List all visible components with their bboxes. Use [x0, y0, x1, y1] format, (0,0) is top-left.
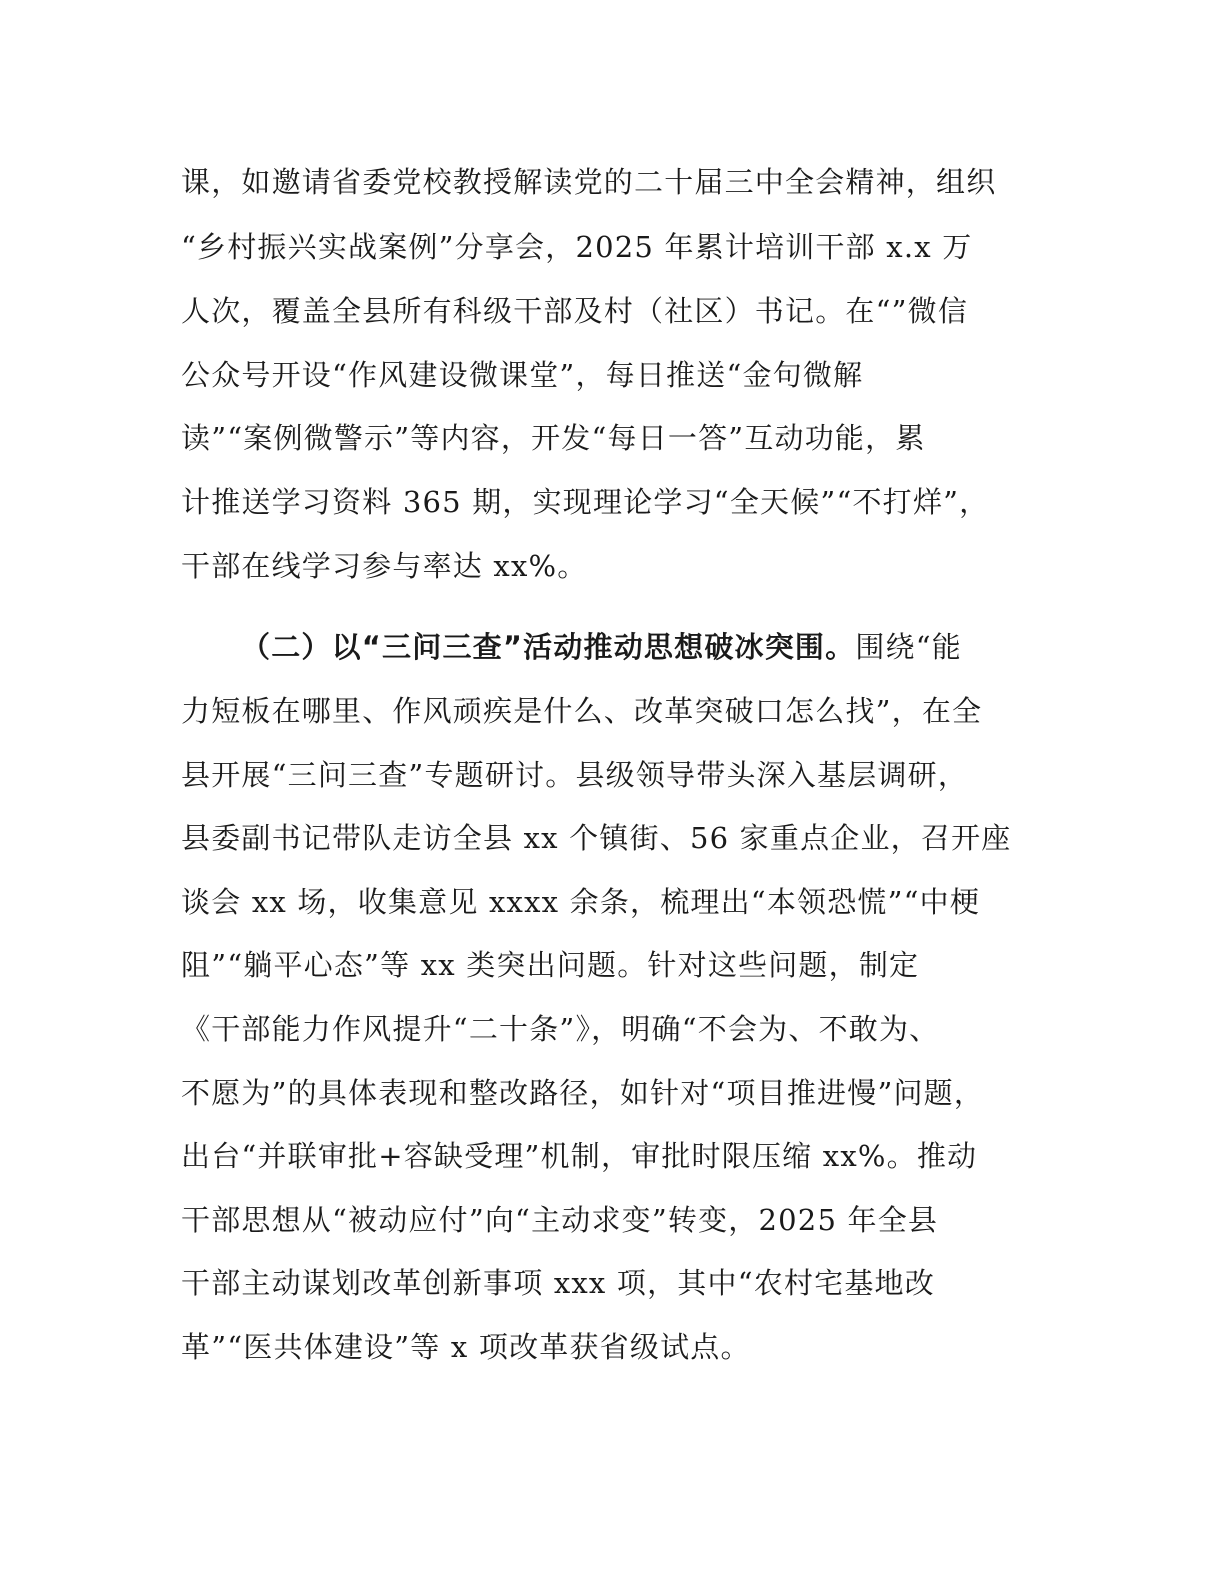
- paragraph-line: 读”“案例微警示”等内容，开发“每日一答”互动功能，累: [181, 421, 926, 455]
- paragraph-line-rest: 围绕“能: [855, 630, 962, 664]
- paragraph-line: 不愿为”的具体表现和整改路径，如针对“项目推进慢”问题，: [181, 1076, 985, 1110]
- paragraph-line: 革”“医共体建设”等 x 项改革获省级试点。: [181, 1330, 751, 1364]
- paragraph-line: 干部思想从“被动应付”向“主动求变”转变，2025 年全县: [181, 1203, 939, 1237]
- paragraph-line: 县委副书记带队走访全县 xx 个镇街、56 家重点企业，召开座: [181, 821, 1012, 855]
- paragraph-line: 谈会 xx 场，收集意见 xxxx 余条，梳理出“本领恐慌”“中梗: [181, 885, 981, 919]
- section-heading: （二）以“三问三查”活动推动思想破冰突围。: [241, 630, 856, 664]
- paragraph-line: 出台“并联审批+容缺受理”机制，审批时限压缩 xx%。推动: [181, 1139, 978, 1173]
- paragraph-line: 《干部能力作风提升“二十条”》，明确“不会为、不敢为、: [181, 1012, 940, 1046]
- paragraph-line: 力短板在哪里、作风顽疾是什么、改革突破口怎么找”，在全: [181, 694, 983, 728]
- paragraph-first-line: [241, 627, 962, 667]
- paragraph-line: 公众号开设“作风建设微课堂”，每日推送“金句微解: [181, 358, 864, 392]
- paragraph-line: 课，如邀请省委党校教授解读党的二十届三中全会精神，组织: [181, 165, 997, 199]
- paragraph-line: 计推送学习资料 365 期，实现理论学习“全天候”“不打烊”，: [181, 485, 990, 519]
- paragraph-line: 干部主动谋划改革创新事项 xxx 项，其中“农村宅基地改: [181, 1266, 935, 1300]
- paragraph-line: 人次，覆盖全县所有科级干部及村（社区）书记。在“”微信: [181, 294, 969, 328]
- paragraph-line: “乡村振兴实战案例”分享会，2025 年累计培训干部 x.x 万: [181, 230, 973, 264]
- paragraph-line: 县开展“三问三查”专题研讨。县级领导带头深入基层调研，: [181, 758, 969, 792]
- paragraph-line: 干部在线学习参与率达 xx%。: [181, 549, 588, 583]
- paragraph-line: 阻”“躺平心态”等 xx 类突出问题。针对这些问题，制定: [181, 948, 920, 982]
